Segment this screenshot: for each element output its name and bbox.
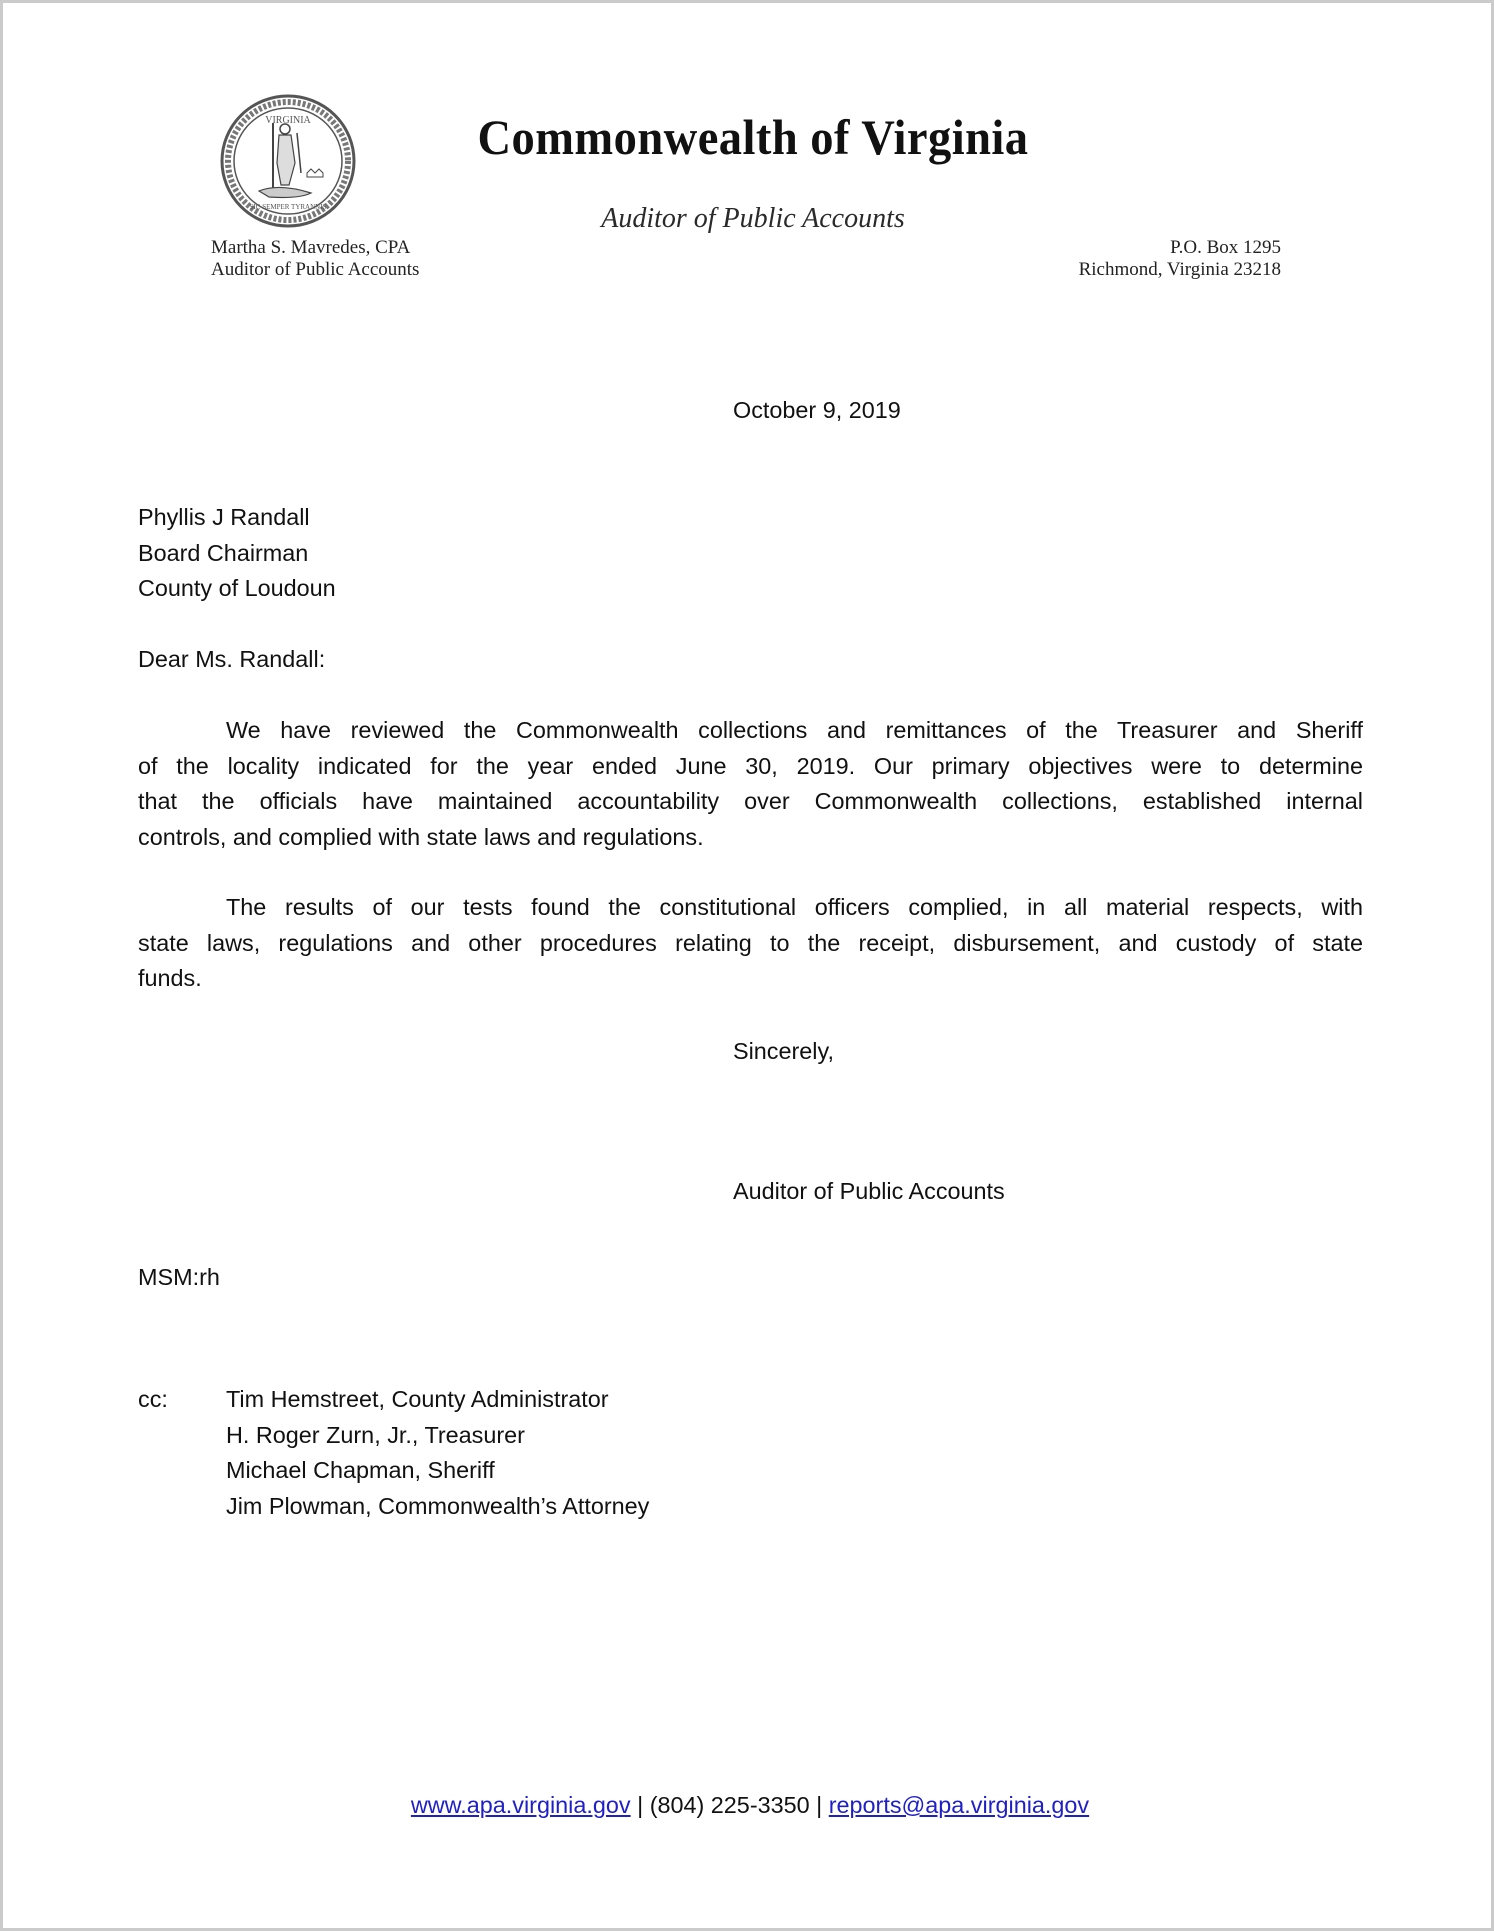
cc-recipient: Michael Chapman, Sheriff [226, 1457, 495, 1484]
auditor-name-block [211, 237, 419, 281]
footer-separator: | [637, 1792, 644, 1818]
letterhead-title: Commonwealth of Virginia [477, 109, 1029, 165]
recipient-address [138, 500, 336, 607]
cc-label: cc: [138, 1386, 168, 1412]
recipient-title: Board Chairman [138, 539, 309, 566]
salutation: Dear Ms. Randall: [138, 646, 326, 672]
recipient-organization: County of Loudoun [138, 575, 336, 602]
closing: Sincerely, [733, 1038, 834, 1064]
paragraph-line: The results of our tests found the constitutional officers complied, in all material respects, with [226, 894, 1363, 920]
svg-text:SIC SEMPER TYRANNIS: SIC SEMPER TYRANNIS [249, 203, 327, 211]
footer-separator: | [816, 1792, 823, 1818]
body-paragraph-1 [138, 713, 1363, 855]
cc-list [226, 1382, 649, 1524]
phone-number: (804) 225-3350 [649, 1792, 810, 1818]
city-state-zip: Richmond, Virginia 23218 [1078, 259, 1281, 280]
footer-contact [3, 1788, 1494, 1824]
paragraph-line: funds. [138, 965, 202, 992]
virginia-seal-icon [219, 93, 357, 229]
reference-initials: MSM:rh [138, 1264, 220, 1290]
mailing-address-block [1079, 237, 1281, 281]
cc-recipient: Tim Hemstreet, County Administrator [226, 1386, 609, 1412]
recipient-name: Phyllis J Randall [138, 504, 310, 530]
auditor-name: Martha S. Mavredes, CPA [211, 237, 411, 258]
email-link[interactable]: reports@apa.virginia.gov [828, 1792, 1090, 1818]
paragraph-line: of the locality indicated for the year ended June 30, 2019. Our primary objectives were to determine [138, 752, 1363, 779]
svg-text:VIRGINIA: VIRGINIA [265, 115, 311, 126]
paragraph-line: We have reviewed the Commonwealth collections and remittances of the Treasurer and Sheriff [226, 717, 1363, 743]
cc-recipient: Jim Plowman, Commonwealth’s Attorney [226, 1492, 650, 1519]
paragraph-line: that the officials have maintained accountability over Commonwealth collections, established internal [138, 788, 1363, 815]
letterhead-subtitle: Auditor of Public Accounts [601, 203, 905, 234]
signer-title: Auditor of Public Accounts [733, 1178, 1005, 1204]
website-link[interactable]: www.apa.virginia.gov [410, 1792, 631, 1818]
cc-recipient: H. Roger Zurn, Jr., Treasurer [226, 1421, 525, 1448]
letter-date: October 9, 2019 [733, 397, 901, 423]
po-box: P.O. Box 1295 [1170, 237, 1281, 258]
paragraph-line: state laws, regulations and other procedures relating to the receipt, disbursement, and custody of state [138, 929, 1363, 956]
body-paragraph-2 [138, 890, 1363, 997]
paragraph-line: controls, and complied with state laws and regulations. [138, 823, 704, 850]
auditor-title: Auditor of Public Accounts [211, 259, 420, 280]
